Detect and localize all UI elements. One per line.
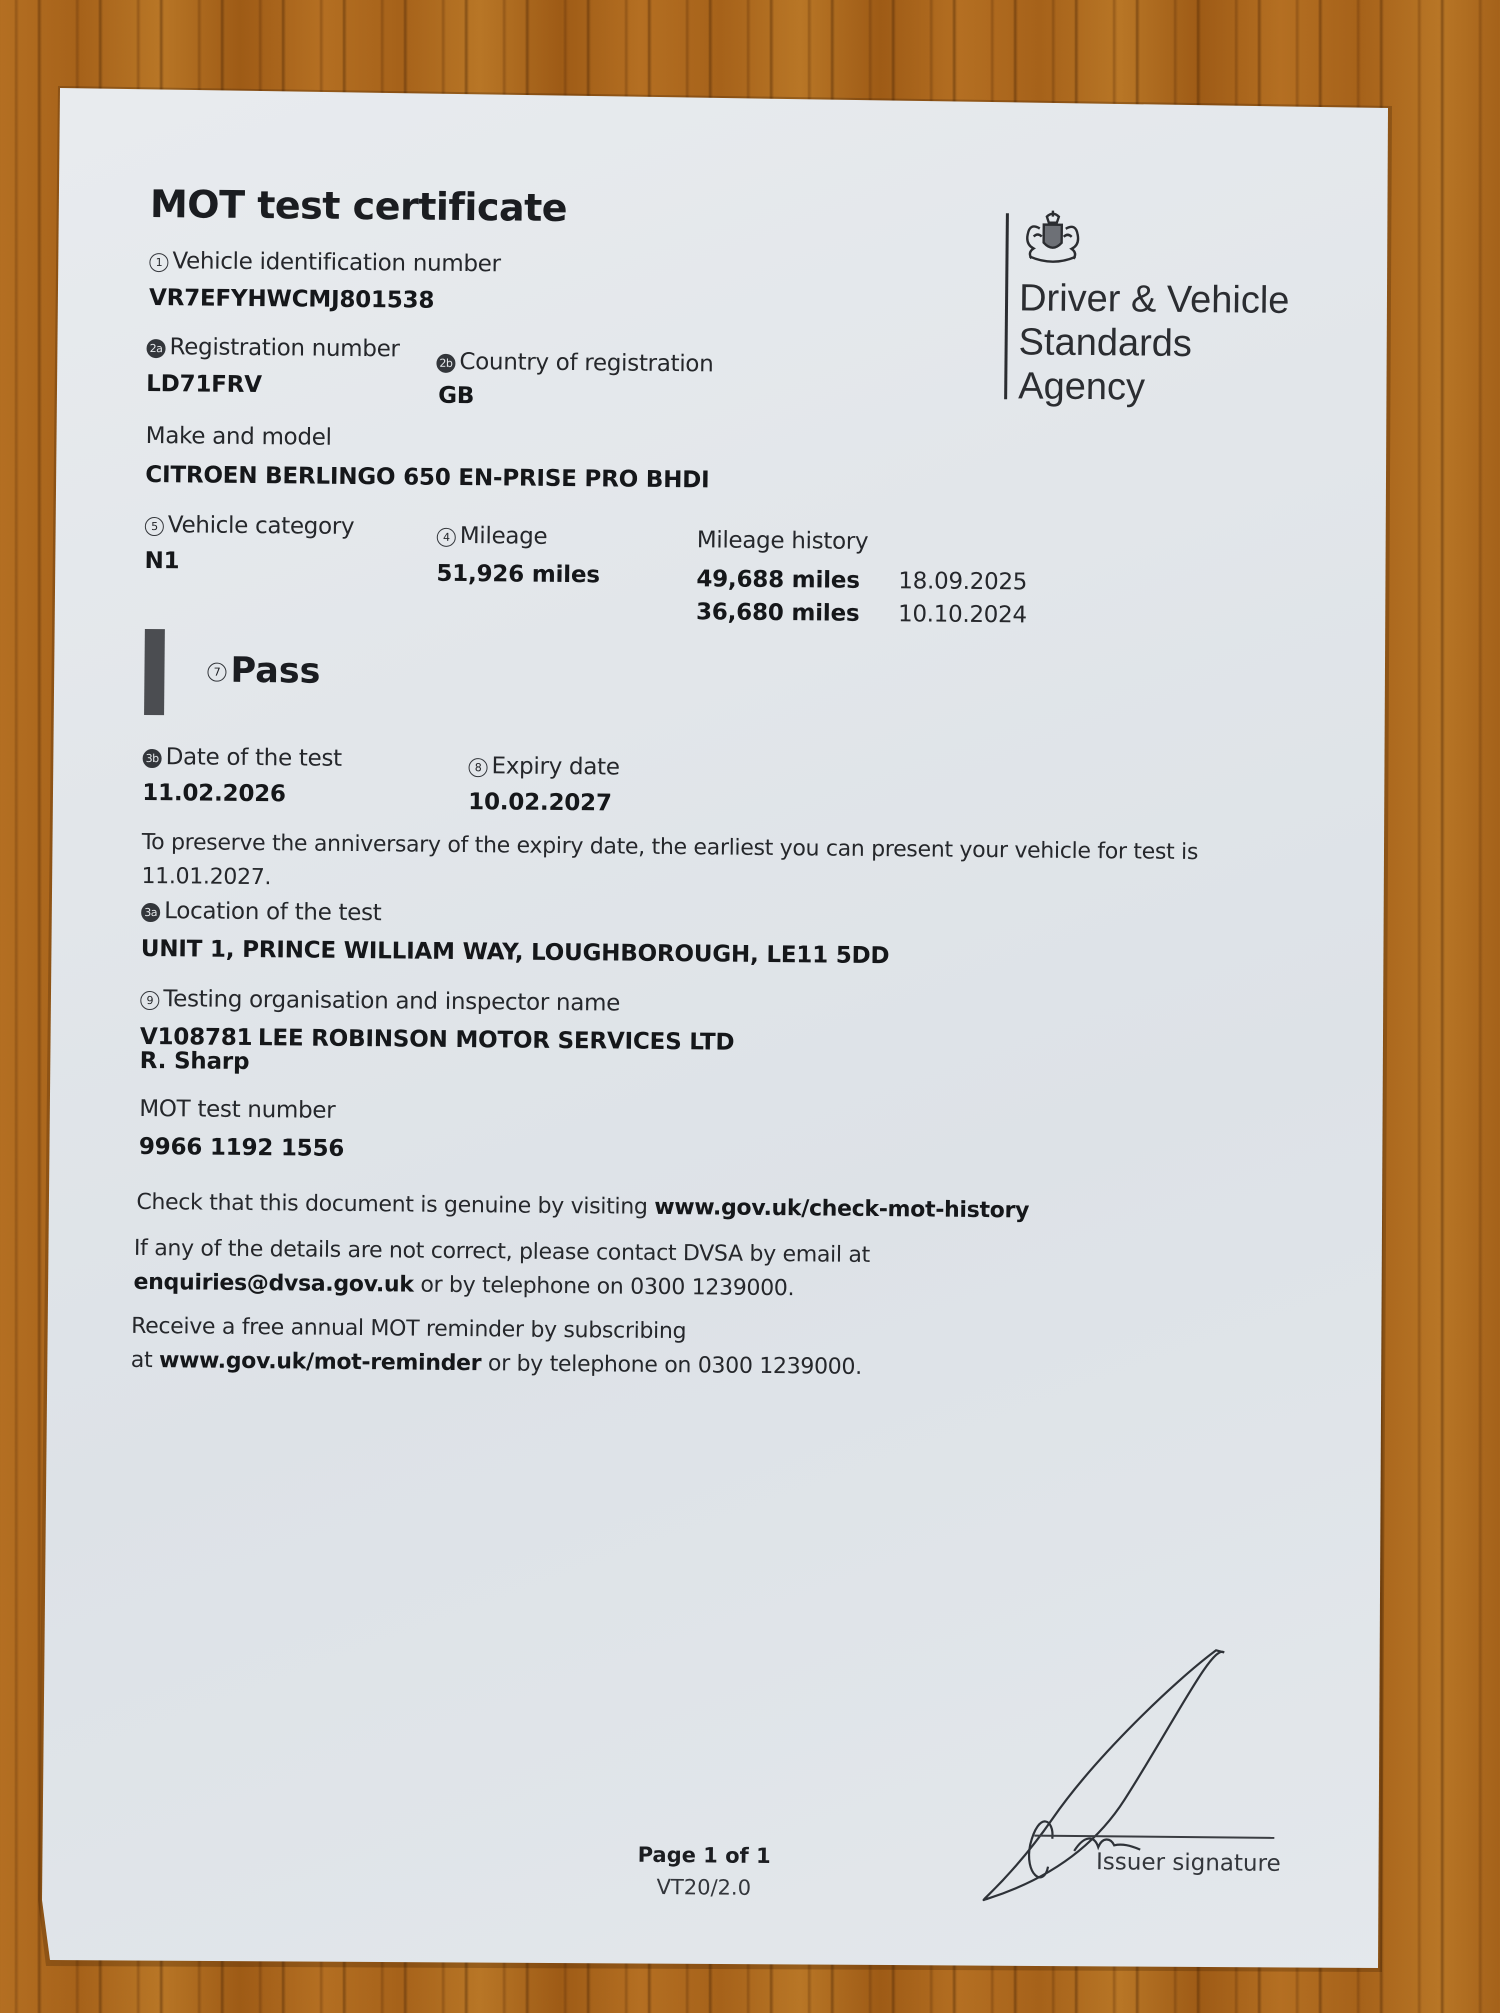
field-number-9-icon: 9 (140, 991, 159, 1010)
test-date-label: 3b Date of the test (143, 744, 342, 772)
field-number-1-icon: 1 (149, 253, 168, 272)
location-label: 3a Location of the test (141, 898, 382, 926)
check-mot-history-link[interactable]: www.gov.uk/check-mot-history (654, 1194, 1030, 1224)
test-date-value: 11.02.2026 (142, 779, 286, 808)
field-number-8-icon: 8 (468, 758, 487, 777)
contact-text: If any of the details are not correct, please contact DVSA by email at enquiries@dvsa.gov.uk or by telephone on 0300 1239000. (133, 1235, 871, 1302)
field-number-4-icon: 4 (437, 528, 456, 547)
field-number-3a-icon: 3a (141, 903, 160, 922)
mot-reminder-link[interactable]: www.gov.uk/mot-reminder (158, 1348, 482, 1377)
field-number-5-icon: 5 (145, 517, 164, 536)
form-code: VT20/2.0 (656, 1874, 752, 1900)
vin-label: 1 Vehicle identification number (149, 248, 501, 277)
registration-value: LD71FRV (146, 370, 262, 399)
issuer-name-line2: Standards (1018, 321, 1193, 366)
result-bar (144, 629, 165, 715)
field-number-2a-icon: 2a (146, 339, 165, 358)
test-number-label: MOT test number (139, 1095, 336, 1124)
mileage-value: 51,926 miles (436, 560, 600, 589)
issuer-name (1018, 276, 1290, 411)
registration-label: 2a Registration number (146, 334, 399, 362)
verify-text: Check that this document is genuine by visiting www.gov.uk/check-mot-history (136, 1189, 1030, 1224)
mileage-history-date-1: 18.09.2025 (898, 568, 1028, 596)
make-model-label: Make and model (145, 422, 332, 451)
mileage-history-date-2: 10.10.2024 (897, 601, 1027, 629)
expiry-date-label: 8 Expiry date (468, 753, 619, 780)
field-number-7-icon: 7 (207, 663, 226, 682)
issuer-name-line1: Driver & Vehicle (1018, 277, 1290, 322)
issuer-divider (1004, 213, 1009, 399)
category-value: N1 (144, 547, 180, 575)
mileage-history-label: Mileage history (696, 527, 869, 555)
reminder-text: Receive a free annual MOT reminder by subscribing at www.gov.uk/mot-reminder or by telephone on 0300 1239000. (130, 1313, 862, 1380)
royal-coat-of-arms-icon (1019, 206, 1086, 265)
test-result (207, 651, 320, 692)
field-number-3b-icon: 3b (143, 749, 162, 768)
vin-value: VR7EFYHWCMJ801538 (148, 284, 435, 314)
expiry-date-value: 10.02.2027 (468, 789, 612, 817)
document-title: MOT test certificate (149, 182, 568, 231)
testing-org-label: 9 Testing organisation and inspector name (140, 986, 620, 1017)
anniversary-note: To preserve the anniversary of the expiry date, the earliest you can present your vehicle for test is 11.01.2027. (141, 829, 1199, 891)
field-number-2b-icon: 2b (436, 354, 455, 373)
mileage-label: 4 Mileage (437, 523, 548, 550)
dvsa-email-link[interactable]: enquiries@dvsa.gov.uk (133, 1269, 414, 1298)
test-number-value: 9966 1192 1556 (138, 1133, 345, 1162)
issuer-name-line3: Agency (1018, 365, 1146, 409)
make-model-value: CITROEN BERLINGO 650 EN-PRISE PRO BHDI (145, 461, 710, 494)
test-result-value: Pass (230, 650, 321, 692)
testing-org-name: LEE ROBINSON MOTOR SERVICES LTD (257, 1025, 735, 1056)
testing-org-id: V108781 (139, 1023, 253, 1052)
mileage-history-miles-1: 49,688 miles (696, 566, 860, 594)
mileage-history-miles-2: 36,680 miles (695, 599, 860, 627)
page-indicator: Page 1 of 1 (637, 1842, 771, 1869)
location-value: UNIT 1, PRINCE WILLIAM WAY, LOUGHBOROUGH, LE11 5DD (140, 935, 890, 970)
inspector-name: R. Sharp (139, 1047, 250, 1075)
country-label: 2b Country of registration (436, 349, 713, 378)
signature-label: Issuer signature (1095, 1849, 1281, 1877)
country-value: GB (438, 382, 475, 410)
issuer-signature-icon (974, 1638, 1277, 1921)
category-label: 5 Vehicle category (145, 512, 355, 540)
